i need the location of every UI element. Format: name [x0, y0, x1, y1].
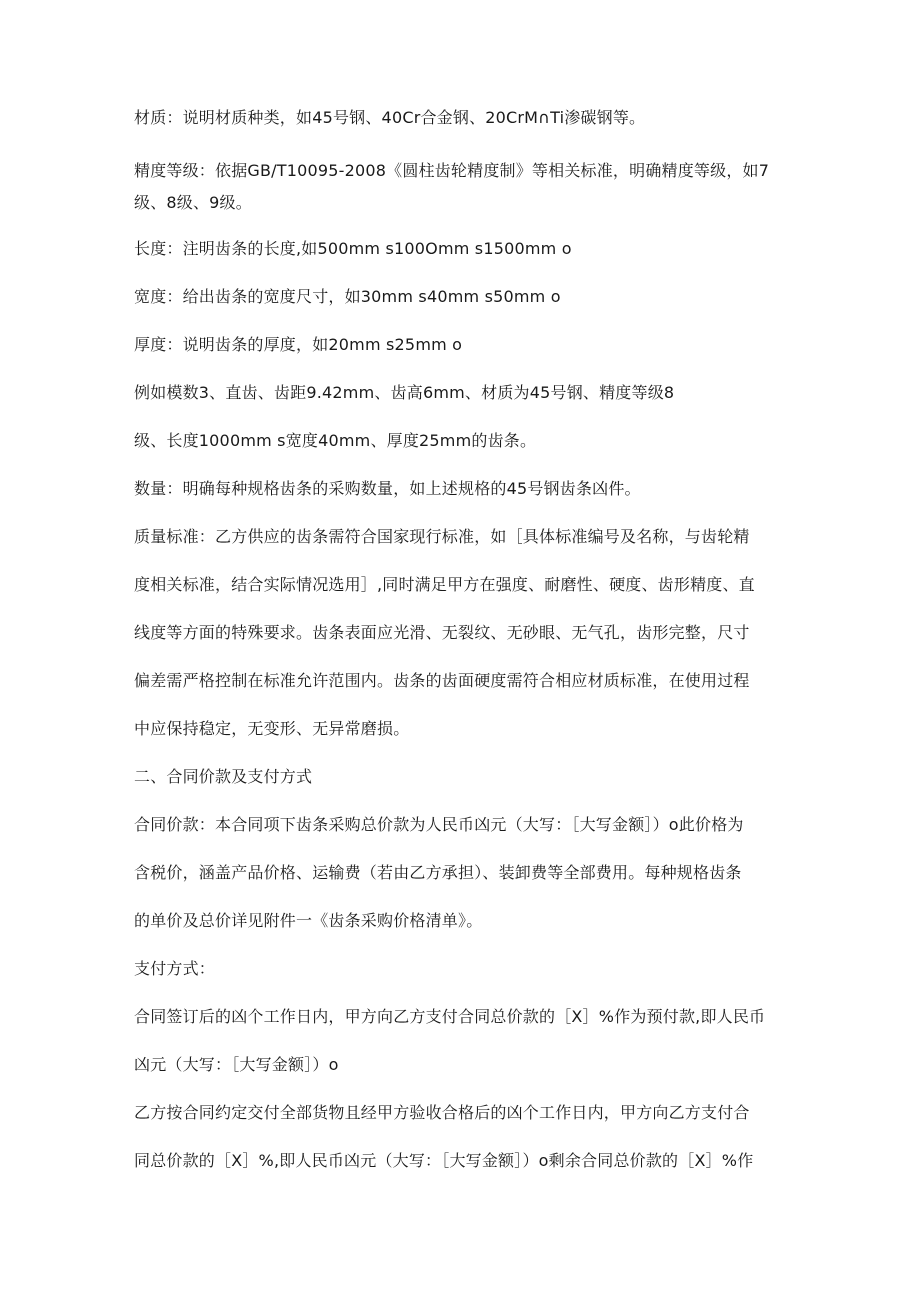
section-heading-price-payment: 二、合同价款及支付方式 [134, 767, 313, 786]
text-line-length: 长度：注明齿条的长度,如500mm s100Omm s1500mm o [134, 239, 572, 258]
text-line-price-3: 的单价及总价详见附件一《齿条采购价格清单》。 [134, 911, 483, 930]
text-line-thickness: 厚度：说明齿条的厚度，如20mm s25mm o [134, 335, 463, 354]
text-line-quality-4: 偏差需严格控制在标准允许范围内。齿条的齿面硬度需符合相应材质标准，在使用过程 [134, 671, 750, 690]
text-line-payment-2: 凶元（大写：［大写金额］）o [134, 1055, 339, 1074]
text-line-example-cont: 级、长度1000mm s宽度40mm、厚度25mm的齿条。 [134, 431, 537, 450]
text-line-width: 宽度：给出齿条的宽度尺寸，如30mm s40mm s50mm o [134, 287, 561, 306]
text-line-price-2: 含税价，涵盖产品价格、运输费（若由乙方承担）、装卸费等全部费用。每种规格齿条 [134, 863, 742, 882]
text-line-payment-1: 合同签订后的凶个工作日内，甲方向乙方支付合同总价款的［X］%作为预付款,即人民币 [134, 1007, 766, 1026]
text-line-quantity: 数量：明确每种规格齿条的采购数量，如上述规格的45号钢齿条凶件。 [134, 479, 641, 498]
text-line-precision-cont: 级、8级、9级。 [134, 193, 252, 212]
text-line-quality-2: 度相关标准，结合实际情况选用］,同时满足甲方在强度、耐磨性、硬度、齿形精度、直 [134, 575, 755, 594]
text-line-payment-label: 支付方式： [134, 959, 216, 978]
text-line-price-1: 合同价款：本合同项下齿条采购总价款为人民币凶元（大写：［大写金额］）o此价格为 [134, 815, 744, 834]
text-line-quality-3: 线度等方面的特殊要求。齿条表面应光滑、无裂纹、无砂眼、无气孔，齿形完整，尺寸 [134, 623, 750, 642]
text-line-material: 材质：说明材质种类，如45号钢、40Cr合金钢、20CrM∩Ti渗碳钢等。 [134, 108, 646, 127]
text-line-payment-3: 乙方按合同约定交付全部货物且经甲方验收合格后的凶个工作日内，甲方向乙方支付合 [134, 1103, 750, 1122]
text-line-quality-1: 质量标准：乙方供应的齿条需符合国家现行标准，如［具体标准编号及名称，与齿轮精 [134, 527, 750, 546]
text-line-payment-4: 同总价款的［X］%,即人民币凶元（大写：［大写金额］）o剩余合同总价款的［X］%作 [134, 1151, 754, 1170]
text-line-precision: 精度等级：依据GB/T10095-2008《圆柱齿轮精度制》等相关标准，明确精度等级，如7 [134, 161, 770, 180]
text-line-example: 例如模数3、直齿、齿距9.42mm、齿高6mm、材质为45号钢、精度等级8 [134, 383, 675, 402]
text-line-quality-5: 中应保持稳定，无变形、无异常磨损。 [134, 719, 410, 738]
